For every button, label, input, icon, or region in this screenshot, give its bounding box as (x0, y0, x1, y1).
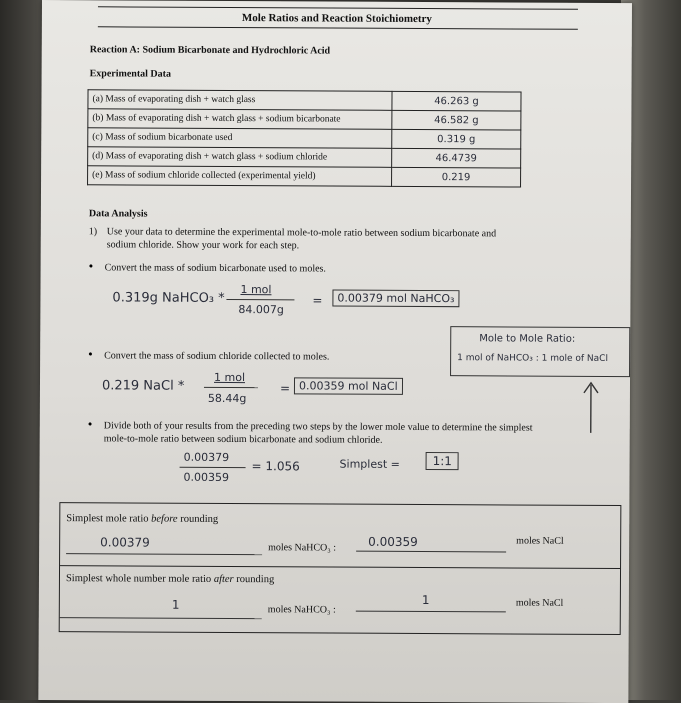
reaction-heading: Reaction A: Sodium Bicarbonate and Hydrochloric Acid (89, 44, 331, 57)
row-value: 46.4739 (392, 148, 521, 168)
before-bicarb-line (66, 553, 262, 555)
after-bicarb-line (60, 617, 262, 619)
table-row (88, 147, 521, 168)
step2-numerator: 1 mol (213, 370, 246, 385)
before-mid-label: moles NaHCO₃ : (268, 542, 337, 554)
div-denominator: 0.00359 (183, 470, 230, 484)
row-value: 0.319 g (392, 129, 521, 149)
bullet-icon: • (88, 346, 93, 362)
step2-result-box: 0.00359 mol NaCl (294, 377, 403, 395)
step1-numerator: 1 mol (240, 283, 272, 297)
table-row (88, 109, 521, 130)
question-number: 1) (88, 226, 98, 238)
step1-denominator: 84.007g (238, 303, 284, 317)
before-end-label: moles NaCl (516, 535, 564, 547)
note-line-1: Mole to Mole Ratio: (479, 333, 576, 345)
bullet-1-text: Convert the mass of sodium bicarbonate used to moles. (104, 262, 326, 275)
before-bicarb-value: 0.00379 (100, 535, 150, 550)
simplest-value-box: 1:1 (426, 452, 459, 470)
before-label-pre: Simplest mole ratio (66, 513, 152, 525)
question-text-1: Use your data to determine the experimental mole-to-mole ratio between sodium bicarbonate and (106, 226, 497, 240)
bullet-3-text-2: mole-to-mole ratio between sodium bicarbonate and sodium chloride. (103, 433, 383, 446)
after-nacl-value: 1 (421, 592, 430, 608)
table-row (88, 128, 521, 149)
bullet-3-text-1: Divide both of your results from the preceding two steps by the lower mole value to determine the simplest (103, 420, 533, 434)
step1-result-box: 0.00379 mol NaHCO₃ (332, 290, 459, 308)
after-nacl-line (356, 611, 506, 613)
after-bicarb-value: 1 (171, 597, 180, 612)
after-label-post: rounding (233, 574, 275, 586)
worksheet-page (38, 0, 632, 703)
question-text-2: sodium chloride. Show your work for each step. (106, 239, 300, 252)
after-label-pre: Simplest whole number mole ratio (65, 573, 214, 585)
step1-left: 0.319g NaHCO₃ * (112, 290, 225, 306)
div-numerator: 0.00379 (183, 450, 230, 464)
step1-equals: = (312, 293, 323, 308)
simplest-label: Simplest = (339, 457, 400, 471)
bullet-icon: • (87, 416, 93, 432)
ratio-note-box (450, 326, 630, 377)
step2-denominator: 58.44g (207, 391, 247, 406)
step2-fraction-bar (204, 387, 258, 388)
row-value: 0.219 (392, 167, 521, 187)
after-mid-label: moles NaHCO₃ : (267, 604, 336, 616)
row-value: 46.582 g (392, 110, 521, 130)
step1-fraction-bar (226, 299, 294, 300)
experimental-heading: Experimental Data (89, 68, 172, 80)
row-value: 46.263 g (392, 91, 521, 111)
row-label: (e) Mass of sodium chloride collected (experimental yield) (88, 166, 392, 187)
div-result: = 1.056 (251, 459, 300, 474)
title-rule-bottom (98, 26, 578, 30)
before-nacl-value: 0.00359 (368, 534, 418, 549)
div-fraction-bar (180, 467, 246, 468)
before-label-em: before (151, 513, 178, 525)
table-row (88, 90, 521, 111)
after-label (66, 573, 274, 585)
step2-left: 0.219 NaCl * (101, 378, 185, 394)
after-end-label: moles NaCl (515, 597, 564, 609)
analysis-heading: Data Analysis (88, 208, 148, 220)
row-label: (a) Mass of evaporating dish + watch glass (88, 90, 392, 111)
final-divider (60, 565, 620, 569)
bullet-2-text: Convert the mass of sodium chloride collected to moles. (104, 350, 330, 363)
row-label: (b) Mass of evaporating dish + watch glass + sodium bicarbonate (88, 109, 392, 130)
title-rule-top (98, 6, 578, 10)
bullet-icon: • (88, 258, 94, 274)
row-label: (c) Mass of sodium bicarbonate used (88, 128, 392, 149)
before-nacl-line (356, 551, 506, 553)
final-answer-box (59, 502, 622, 635)
before-label-post: rounding (177, 513, 219, 525)
experimental-data-table (87, 89, 521, 187)
note-line-2: 1 mol of NaHCO₃ : 1 mole of NaCl (457, 353, 608, 364)
page-title: Mole Ratios and Reaction Stoichiometry (241, 12, 432, 26)
before-label (66, 513, 218, 525)
after-label-em: after (213, 573, 234, 586)
step2-equals: = (279, 381, 291, 396)
table-row (88, 166, 521, 187)
row-label: (d) Mass of evaporating dish + watch glass + sodium chloride (88, 147, 392, 168)
arrow-up-icon (580, 379, 602, 435)
